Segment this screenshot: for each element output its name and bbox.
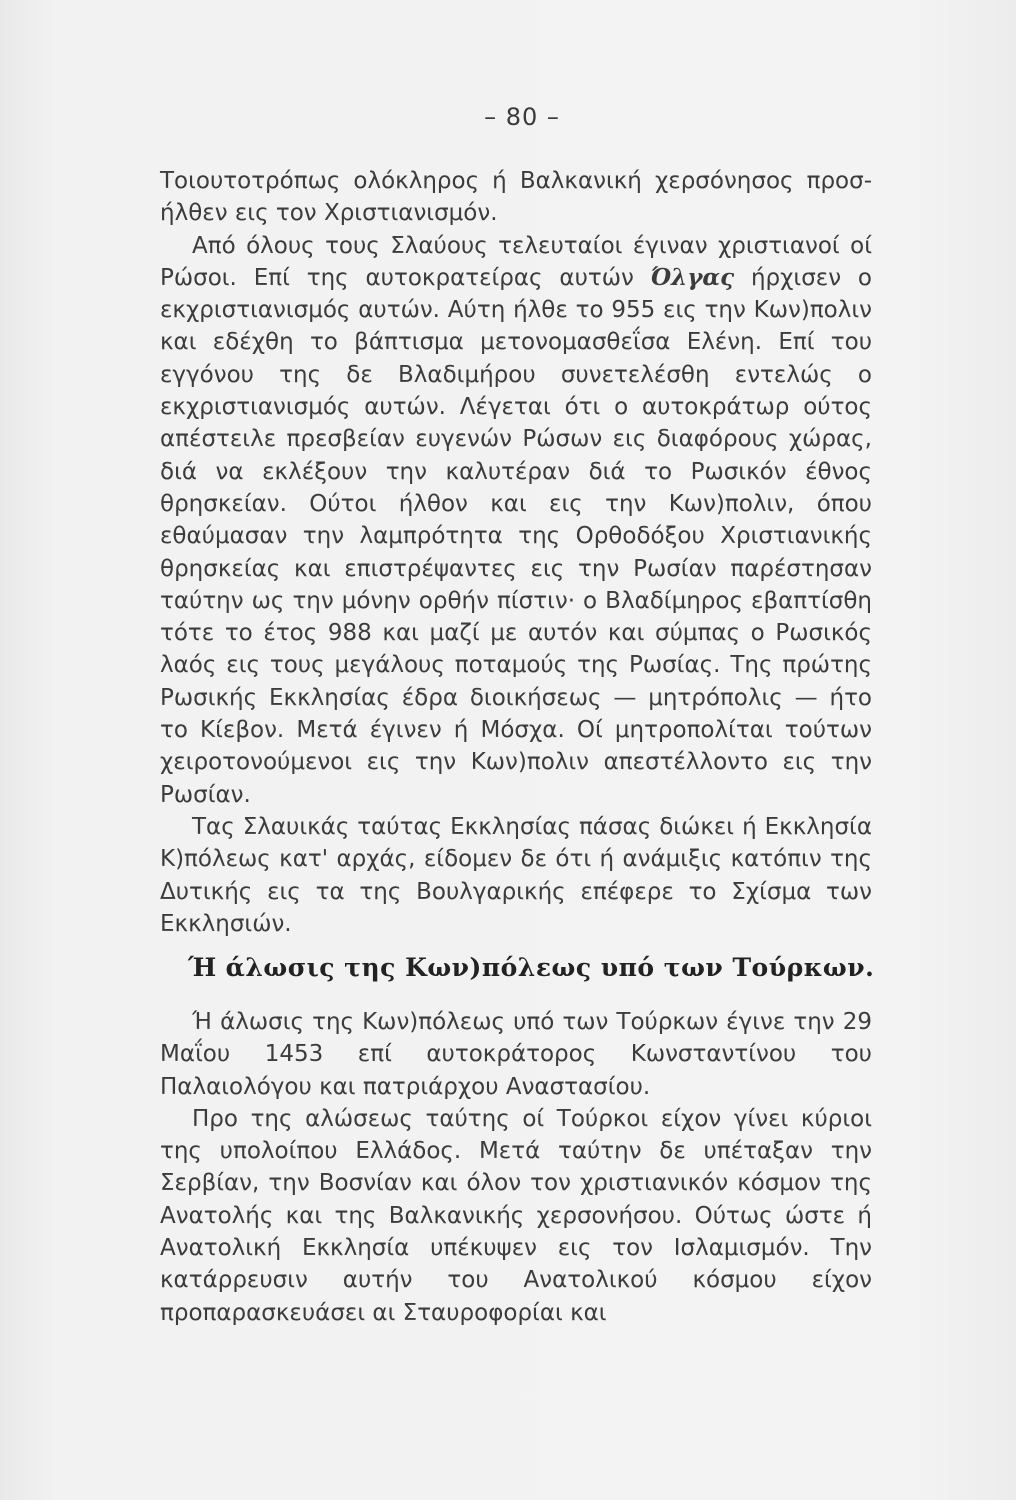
page-number: – 80 –	[484, 103, 560, 131]
paragraph-balkan-christianization: Τοιουτοτρόπως ολόκληρος ή Βαλκανική χερσόνησος προσ-ήλθεν εις τον Χριστιανισμόν.	[160, 168, 872, 227]
paragraph-russian-text-start: Από όλους τους Σλαύους τελευταίοι έγιναν χριστιανοί οί Ρώσοι. Επί της αυτοκρατείρας αυτών	[160, 232, 872, 291]
paragraph-slavic-churches: Τας Σλαυικάς ταύτας Εκκλησίας πάσας διώκει ή Εκκλησία Κ)πόλεως κατ' αρχάς, είδομεν δε ότι ή ανάμιξις κατόπιν της Δυτικής εις τα της Βουλγαρικής επέφερε το Σχίσμα των Εκκλησιών.	[160, 813, 872, 937]
paragraph-russian-christianization	[160, 230, 872, 811]
paragraph-fall-date: Ή άλωσις της Κων)πόλεως υπό των Τούρκων έγινε την 29 Μαΐου 1453 επί αυτοκράτορος Κωνσταντίνου του Παλαιολόγου και πατριάρχου Αναστασίου.	[160, 1009, 872, 1100]
section-balkan-russia	[160, 165, 872, 940]
paragraph-turkish-conquests: Προ της αλώσεως ταύτης οί Τούρκοι είχον γίνει κύριοι της υπολοίπου Ελλάδος. Μετά ταύτην δε υπέταξαν την Σερβίαν, την Βοσνίαν και όλον τον χριστιανικόν κόσμον της Ανατολής και της Βαλκανικής χερσονήσου. Ούτως ώστε ή Ανατολική Εκκλησία υπέκυψεν εις τον Ισλαμισμόν. Την κατάρρευσιν αυτήν του Ανατολικού κόσμου είχον προπαρασκευάσει αι Σταυροφορίαι και	[160, 1105, 872, 1326]
emphasized-name-olga: Όλγας	[650, 263, 735, 291]
section-heading-fall-of-constantinople: Ή άλωσις της Κων)πόλεως υπό των Τούρκων.	[188, 953, 875, 982]
paragraph-russian-text-end: ήρχισεν ο εκχριστιανισμός αυτών. Αύτη ήλθε το 955 εις την Κων)πολιν και εδέχθη το βάπτισμα μετονομασθεΐσα Ελένη. Επί του εγγόνου της δε Βλαδιμήρου συνετελέσθη εντελώς ο εκχριστιανισμός αυτών. Λέγεται ότι ο αυτοκράτωρ ούτος απέστειλε πρεσβείαν ευγενών Ρώσων εις διαφόρους χώρας, διά να εκλέξουν την καλυτέραν διά το Ρωσικόν έθνος θρησκείαν. Ούτοι ήλθον και εις την Κων)πολιν, όπου εθαύμασαν την λαμπρότητα της Ορθοδόξου Χριστιανικής θρησκείας και επιστρέψαντες εις την Ρωσίαν παρέστησαν ταύτην ως την μόνην ορθήν πίστιν· ο Βλαδίμηρος εβαπτίσθη τότε το έτος 988 και μαζί με αυτόν και σύμπας ο Ρωσικός λαός εις τους μεγάλους ποταμούς της Ρωσίας. Της πρώτης Ρωσικής Εκκλησίας έδρα διοικήσεως — μητρόπολις — ήτο το Κίεβον. Μετά έγινεν ή Μόσχα. Οί μητροπολίται τούτων χειροτονούμενοι εις την Κων)πολιν απεστέλλοντο εις την Ρωσίαν.	[160, 264, 872, 808]
section-fall-of-constantinople	[160, 1006, 872, 1329]
